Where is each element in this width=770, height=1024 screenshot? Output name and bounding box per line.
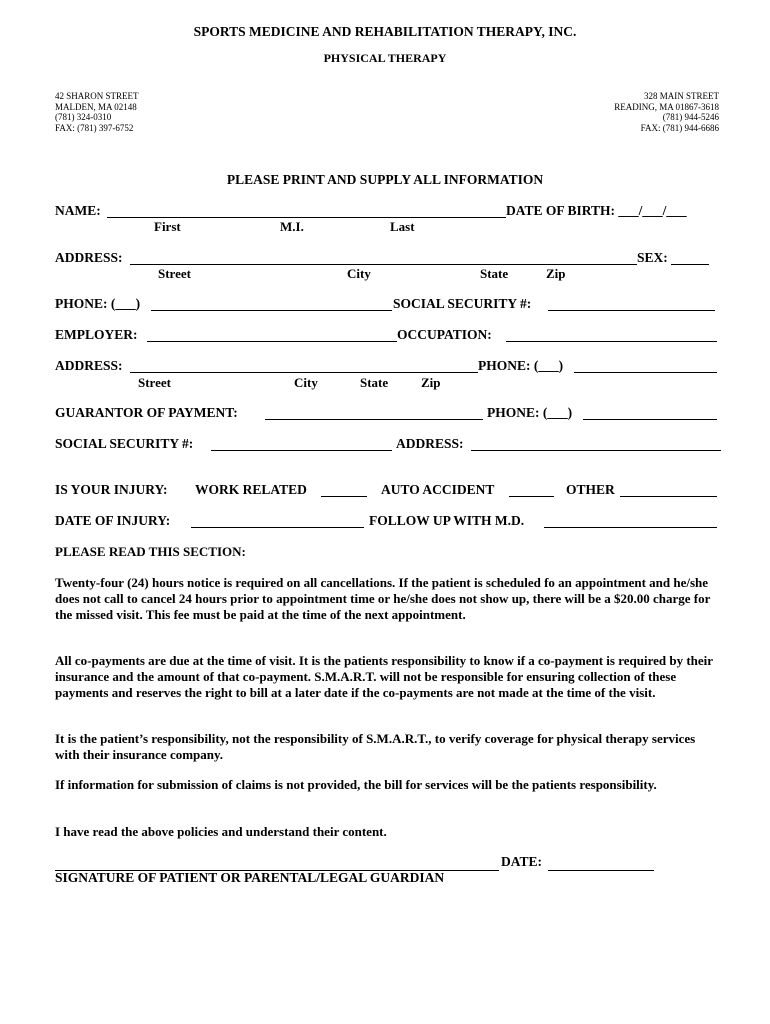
department-subtitle: PHYSICAL THERAPY	[323, 51, 447, 65]
employer-row	[55, 327, 721, 345]
injury-date-field[interactable]	[191, 527, 364, 528]
employer-address-row	[55, 358, 721, 376]
address-row	[55, 250, 721, 268]
auto-accident-field[interactable]	[509, 496, 554, 497]
follow-up-label: FOLLOW UP WITH M.D.	[369, 513, 525, 528]
name-first-hint: First	[154, 219, 181, 234]
occupation-field[interactable]	[506, 341, 717, 342]
work-related-label: WORK RELATED	[195, 482, 307, 497]
phone-row	[55, 296, 721, 314]
employer-address-field[interactable]	[130, 372, 478, 373]
guarantor-ssn-label: SOCIAL SECURITY #:	[55, 436, 194, 451]
policy-heading: PLEASE READ THIS SECTION:	[55, 544, 246, 559]
injury-date-row	[55, 513, 721, 531]
left-address-line: (781) 324-0310	[55, 112, 112, 122]
other-label: OTHER	[566, 482, 615, 497]
signature-label: SIGNATURE OF PATIENT OR PARENTAL/LEGAL GUARDIAN	[55, 870, 445, 885]
guarantor-ssn-row	[55, 436, 721, 454]
left-address-line: FAX: (781) 397-6752	[55, 122, 134, 133]
claims-policy-paragraph: If information for submission of claims is not provided, the bill for services will be the patients responsibility.	[55, 777, 657, 792]
signature-date-label: DATE:	[501, 854, 543, 869]
employer-state-hint: State	[360, 375, 389, 390]
guarantor-field[interactable]	[265, 419, 483, 420]
phone-label: PHONE: (___)	[55, 296, 141, 311]
employer-street-hint: Street	[138, 375, 171, 390]
ssn-field[interactable]	[548, 310, 715, 311]
coverage-policy-paragraph: It is the patient’s responsibility, not the responsibility of S.M.A.R.T., to verify coverage for physical therapy services with their insurance company.	[55, 731, 696, 762]
occupation-label: OCCUPATION:	[397, 327, 492, 342]
employer-address-label: ADDRESS:	[55, 358, 123, 373]
sex-label: SEX:	[637, 250, 668, 265]
guarantor-ssn-field[interactable]	[211, 450, 392, 451]
name-last-hint: Last	[390, 219, 415, 234]
acknowledgement-text: I have read the above policies and understand their content.	[55, 824, 387, 839]
company-title: SPORTS MEDICINE AND REHABILITATION THERAPY, INC.	[193, 24, 577, 39]
guarantor-phone-label: PHONE: (___)	[487, 405, 573, 420]
address-field[interactable]	[130, 264, 637, 265]
auto-accident-label: AUTO ACCIDENT	[381, 482, 495, 497]
street-hint: Street	[158, 266, 191, 281]
name-label: NAME:	[55, 203, 101, 218]
instruction-heading: PLEASE PRINT AND SUPPLY ALL INFORMATION	[226, 172, 544, 187]
ssn-label: SOCIAL SECURITY #:	[393, 296, 532, 311]
right-address-line: (781) 944-5246	[662, 112, 719, 122]
guarantor-label: GUARANTOR OF PAYMENT:	[55, 405, 238, 420]
injury-type-row	[55, 482, 721, 500]
left-address-line: MALDEN, MA 02148	[55, 101, 137, 112]
name-mi-hint: M.I.	[280, 219, 304, 234]
employer-city-hint: City	[294, 375, 318, 390]
employer-phone-label: PHONE: (___)	[478, 358, 564, 373]
injury-date-label: DATE OF INJURY:	[55, 513, 171, 528]
employer-phone-field[interactable]	[574, 372, 717, 373]
phone-field[interactable]	[151, 310, 392, 311]
guarantor-address-field[interactable]	[471, 450, 721, 451]
right-address-line: READING, MA 01867-3618	[614, 101, 719, 112]
left-office-address	[55, 91, 139, 133]
city-hint: City	[347, 266, 371, 281]
guarantor-address-label: ADDRESS:	[396, 436, 464, 451]
sex-field[interactable]	[671, 264, 709, 265]
signature-date-field[interactable]	[548, 870, 654, 871]
guarantor-phone-field[interactable]	[583, 419, 717, 420]
employer-label: EMPLOYER:	[55, 327, 138, 342]
left-address-line: 42 SHARON STREET	[55, 91, 139, 101]
other-field[interactable]	[620, 496, 717, 497]
injury-question-label: IS YOUR INJURY:	[55, 482, 168, 497]
address-label: ADDRESS:	[55, 250, 123, 265]
copayment-policy-paragraph: All co-payments are due at the time of visit. It is the patients responsibility to know if a co-payment is required by their insurance and the amount of that co-payment. S.M.A.R.T. will not be responsible for ensuring collection of these payments and reserves the right to bill at a later date if the co-payments are not made at the time of the visit.	[55, 653, 713, 700]
name-field[interactable]	[107, 217, 506, 218]
right-office-address	[614, 91, 719, 133]
guarantor-row	[55, 405, 721, 423]
employer-zip-hint: Zip	[421, 375, 441, 390]
work-related-field[interactable]	[321, 496, 367, 497]
employer-field[interactable]	[147, 341, 397, 342]
right-address-line: FAX: (781) 944-6686	[640, 122, 719, 133]
cancellation-policy-paragraph: Twenty-four (24) hours notice is required on all cancellations. If the patient is scheduled fo an appointment and he/she does not call to cancel 24 hours prior to appointment time or he/she does not show up, there will be a $20.00 charge for the missed visit. This fee must be paid at the time of the next appointment.	[55, 575, 711, 622]
zip-hint: Zip	[546, 266, 566, 281]
dob-label[interactable]: DATE OF BIRTH: ___/___/___	[506, 203, 687, 218]
follow-up-field[interactable]	[544, 527, 717, 528]
right-address-line: 328 MAIN STREET	[644, 91, 719, 101]
state-hint: State	[480, 266, 509, 281]
